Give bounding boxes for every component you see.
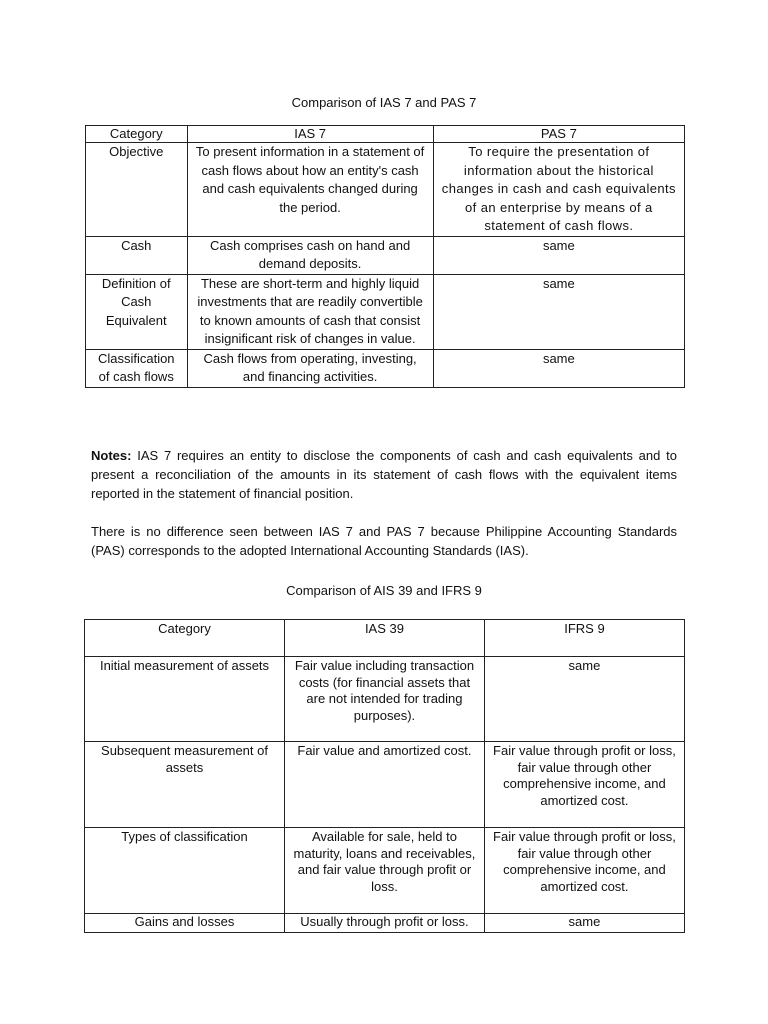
notes-paragraph [91, 446, 677, 503]
cell-ias: Cash comprises cash on hand and demand deposits. [187, 236, 433, 274]
table-row [86, 236, 685, 274]
cell-ifrs: Fair value through profit or loss, fair value through other comprehensive income, and amortized cost. [484, 828, 684, 914]
cell-category: Objective [86, 143, 188, 237]
difference-paragraph: There is no difference seen between IAS 7 and PAS 7 because Philippine Accounting Standards (PAS) corresponds to the adopted International Accounting Standards (IAS). [91, 524, 677, 558]
cell-ifrs: Fair value through profit or loss, fair value through other comprehensive income, and amortized cost. [484, 742, 684, 828]
cell-ifrs: same [484, 657, 684, 742]
cell-pas: same [433, 274, 684, 349]
cell-category: Definition of Cash Equivalent [86, 274, 188, 349]
cell-pas: To require the presentation of information about the historical changes in cash and cash equivalents of an enterprise by means of a statement of cash flows. [433, 143, 684, 237]
header-pas7: PAS 7 [433, 126, 684, 143]
cell-ias: Available for sale, held to maturity, loans and receivables, and fair value through profit or loss. [285, 828, 485, 914]
table-row [86, 274, 685, 349]
cell-ias: Usually through profit or loss. [285, 914, 485, 933]
table-row [85, 914, 685, 933]
ias39-ifrs9-comparison-table [84, 619, 685, 933]
cell-ifrs: same [484, 914, 684, 933]
notes-text: IAS 7 requires an entity to disclose the components of cash and cash equivalents and to present a reconciliation of the amounts in its statement of cash flows with the equivalent items reported in the statement of financial position. [91, 448, 677, 501]
table-row [86, 143, 685, 237]
table-header-row [85, 620, 685, 657]
header-category: Category [85, 620, 285, 657]
cell-pas: same [433, 236, 684, 274]
table-row [85, 657, 685, 742]
cell-ias: Cash flows from operating, investing, and financing activities. [187, 349, 433, 387]
cell-ias: To present information in a statement of cash flows about how an entity's cash and cash equivalents changed during the period. [187, 143, 433, 237]
header-category: Category [86, 126, 188, 143]
cell-category: Subsequent measurement of assets [85, 742, 285, 828]
cell-pas: same [433, 349, 684, 387]
table-row [86, 349, 685, 387]
ias7-pas7-comparison-table [85, 125, 685, 388]
cell-category: Gains and losses [85, 914, 285, 933]
cell-category: Initial measurement of assets [85, 657, 285, 742]
notes-label: Notes: [91, 448, 132, 463]
cell-category: Types of classification [85, 828, 285, 914]
cell-ias: Fair value and amortized cost. [285, 742, 485, 828]
cell-category: Classification of cash flows [86, 349, 188, 387]
table1-title: Comparison of IAS 7 and PAS 7 [291, 95, 477, 110]
header-ias7: IAS 7 [187, 126, 433, 143]
header-ias39: IAS 39 [285, 620, 485, 657]
header-ifrs9: IFRS 9 [484, 620, 684, 657]
table2-title: Comparison of AIS 39 and IFRS 9 [286, 583, 482, 598]
table-header-row [86, 126, 685, 143]
table-row [85, 742, 685, 828]
table-row [85, 828, 685, 914]
cell-category: Cash [86, 236, 188, 274]
cell-ias: Fair value including transaction costs (for financial assets that are not intended for trading purposes). [285, 657, 485, 742]
cell-ias: These are short-term and highly liquid investments that are readily convertible to known amounts of cash that consist insignificant risk of changes in value. [187, 274, 433, 349]
